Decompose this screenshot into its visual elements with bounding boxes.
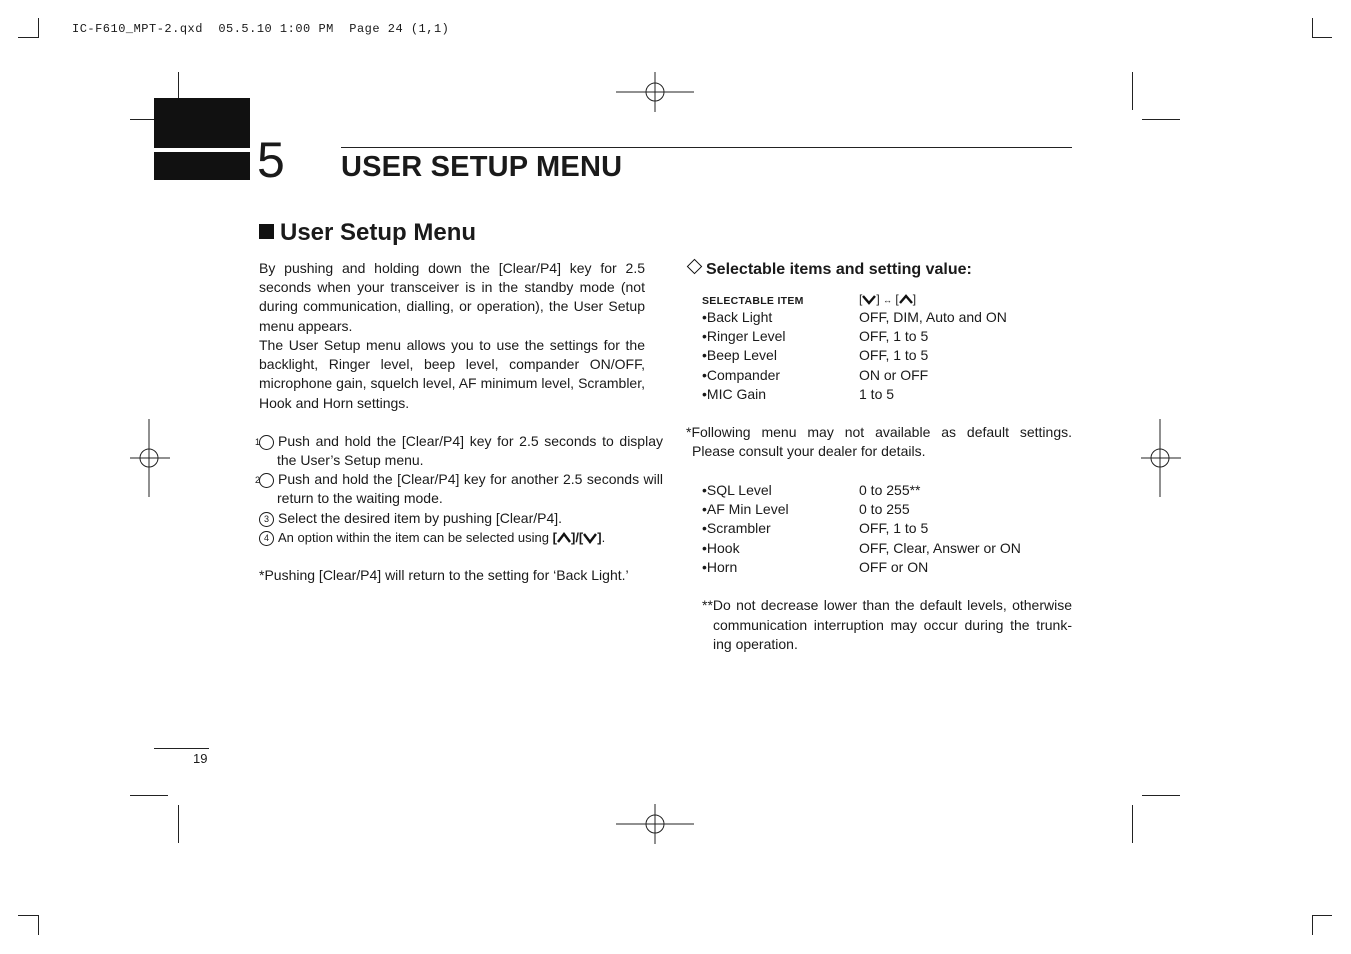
square-bullet-icon (259, 224, 274, 239)
list-item: •Ringer Level (702, 328, 786, 344)
step-1: 1 Push and hold the [Clear/P4] key for 2.5 seconds to display the User’s Setup menu. (254, 433, 663, 469)
default-settings-note-cont: Please consult your dealer for details. (692, 443, 926, 459)
list-item-value: OFF, 1 to 5 (859, 347, 929, 363)
list-item-value: OFF, DIM, Auto and ON (859, 309, 1007, 325)
default-levels-note-cont: communication interruption may occur during the trunk- (713, 617, 1072, 633)
list-item-value: 1 to 5 (859, 386, 895, 402)
step-3: 3 Select the desired item by pushing [Clear/P4]. (259, 509, 645, 528)
registration-mark-left (130, 419, 170, 497)
down-arrow-icon (583, 532, 597, 544)
diamond-bullet-icon (687, 259, 703, 275)
registration-mark-top (616, 72, 694, 112)
step-4: 4 An option within the item can be selected using [ ]/[ ]. (259, 528, 645, 547)
default-settings-note: *Following menu may not available as default settings. (686, 424, 1072, 440)
default-levels-note: **Do not decrease lower than the default levels, otherwise (702, 597, 1072, 613)
list-item-value: 0 to 255** (859, 482, 921, 498)
step-number-circle: 3 (259, 512, 274, 527)
footnote-back-light: *Pushing [Clear/P4] will return to the setting for ‘Back Light.’ (259, 567, 629, 583)
list-item: •Hook (702, 540, 740, 556)
chapter-number: 5 (257, 132, 285, 188)
selectable-items-subtitle: Selectable items and setting value: (686, 261, 972, 279)
list-item: •Beep Level (702, 347, 777, 363)
registration-mark-right (1141, 419, 1181, 497)
list-item: •Compander (702, 367, 781, 383)
list-item-value: OFF, Clear, Answer or ON (859, 540, 1021, 556)
up-arrow-icon (899, 294, 913, 305)
section-title: User Setup Menu (259, 219, 476, 247)
registration-mark-bottom (616, 804, 694, 844)
step-number-circle: 4 (259, 531, 274, 546)
list-item-value: OFF, 1 to 5 (859, 328, 929, 344)
list-item-value: 0 to 255 (859, 501, 910, 517)
step-2: 2 Push and hold the [Clear/P4] key for another 2.5 seconds will return to the waiting mode. (254, 471, 663, 507)
table-header-item: SELECTABLE ITEM (702, 295, 804, 307)
chapter-tab-block-upper (154, 98, 250, 148)
up-arrow-icon (557, 532, 571, 544)
description-paragraph: The User Setup menu allows you to use the settings for the backlight, Ringer level, beep level, compander ON/OFF, microphone gain, squelch level, AF minimum level, Scrambler, Hook and Horn settings. (259, 337, 645, 411)
chapter-rule (341, 147, 1072, 148)
list-item-value: OFF, 1 to 5 (859, 520, 929, 536)
default-levels-note-end: ing operation. (713, 636, 798, 652)
chapter-title: USER SETUP MENU (341, 151, 623, 183)
list-item: •AF Min Level (702, 501, 789, 517)
list-item: •SQL Level (702, 482, 772, 498)
list-item-value: OFF or ON (859, 559, 929, 575)
double-arrow-icon: ↔ (883, 295, 893, 305)
list-item: •Horn (702, 559, 738, 575)
chapter-tab-block-lower (154, 152, 250, 180)
list-item: •Back Light (702, 309, 773, 325)
page-number: 19 (193, 751, 208, 766)
step-number-circle: 1 (259, 435, 274, 450)
page-number-rule (154, 748, 209, 749)
list-item: •MIC Gain (702, 386, 767, 402)
step-number-circle: 2 (259, 473, 274, 488)
list-item-value: ON or OFF (859, 367, 929, 383)
table-header-keys: [ ] ↔ [ ] (859, 292, 917, 306)
down-arrow-icon (862, 294, 876, 305)
print-slug: IC-F610_MPT-2.qxd 05.5.10 1:00 PM Page 24 (1,1) (72, 22, 450, 36)
list-item: •Scrambler (702, 520, 771, 536)
intro-paragraph: By pushing and holding down the [Clear/P4] key for 2.5 seconds when your transceiver is in the standby mode (not during communication, dialling, or operation), the User Setup menu appears. (259, 260, 645, 334)
